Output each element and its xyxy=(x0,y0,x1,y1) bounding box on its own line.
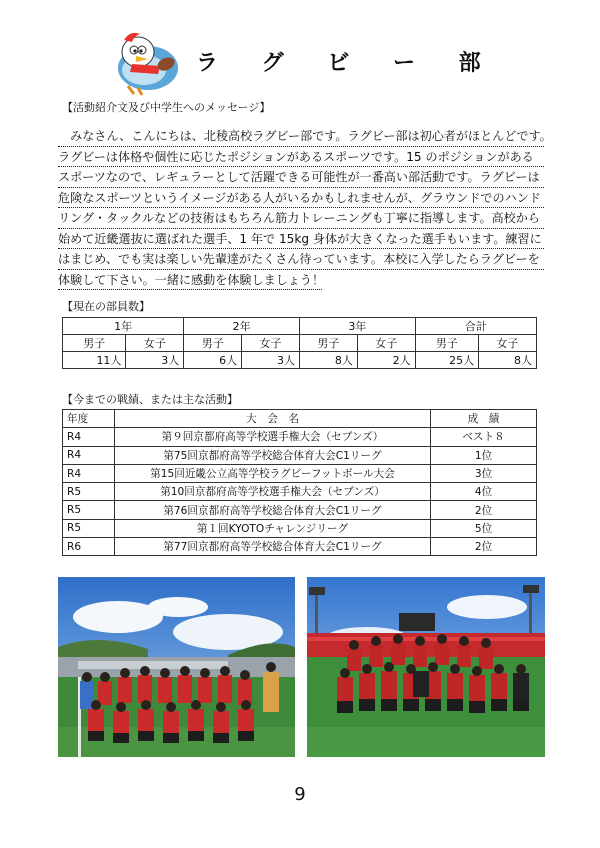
member-count: 3人 xyxy=(242,352,300,369)
table-row xyxy=(63,410,537,428)
year-cell: R5 xyxy=(63,519,115,537)
message-line: ラグビーは体格や個性に応じたポジションがあるスポーツです。15 のポジションがある xyxy=(58,147,544,168)
team-photo-stadium xyxy=(307,577,545,757)
result-cell: 4位 xyxy=(431,483,537,501)
gender-header: 男子 xyxy=(63,335,126,352)
gender-header: 女子 xyxy=(242,335,300,352)
event-cell: 第77回京都府高等学校総合体育大会C1リーグ xyxy=(115,538,431,556)
results-table xyxy=(62,409,537,556)
column-header: 大 会 名 xyxy=(115,410,431,428)
member-count: 8人 xyxy=(299,352,357,369)
table-row xyxy=(63,519,537,537)
page-number: 9 xyxy=(294,784,306,805)
event-cell: 第76回京都府高等学校総合体育大会C1リーグ xyxy=(115,501,431,519)
event-cell: 第９回京都府高等学校選手権大会（セブンズ） xyxy=(115,428,431,446)
gender-header: 女子 xyxy=(126,335,184,352)
year-cell: R5 xyxy=(63,501,115,519)
year-cell: R5 xyxy=(63,483,115,501)
column-header: 成 績 xyxy=(431,410,537,428)
gender-header: 男子 xyxy=(299,335,357,352)
column-header: 年度 xyxy=(63,410,115,428)
page-title: ラ グ ビ ー 部 xyxy=(196,51,499,76)
year-header: 2年 xyxy=(184,318,300,335)
message-line: リング・タックルなどの技術はもちろん筋力トレーニングも丁寧に指導します。高校から xyxy=(58,208,544,229)
result-cell: 2位 xyxy=(431,501,537,519)
table-row xyxy=(63,352,537,369)
member-count: 8人 xyxy=(479,352,537,369)
gender-header: 女子 xyxy=(479,335,537,352)
table-row xyxy=(63,464,537,482)
message-line: 危険なスポーツというイメージがある人がいるかもしれませんが、グラウンドでのハンド xyxy=(58,188,544,209)
member-count: 3人 xyxy=(126,352,184,369)
results-heading: 【今までの戦績、または主な活動】 xyxy=(62,393,238,406)
event-cell: 第75回京都府高等学校総合体育大会C1リーグ xyxy=(115,446,431,464)
year-cell: R4 xyxy=(63,446,115,464)
message-line: はまじめ、でも実は楽しい先輩達がたくさん待っています。本校に入学したらラグビーを xyxy=(58,249,544,270)
mascot-illustration xyxy=(108,28,182,98)
total-header: 合計 xyxy=(415,318,536,335)
table-row xyxy=(63,483,537,501)
message-heading: 【活動紹介文及び中学生へのメッセージ】 xyxy=(62,101,271,114)
result-cell: ベスト８ xyxy=(431,428,537,446)
event-cell: 第１回KYOTOチャレンジリーグ xyxy=(115,519,431,537)
year-cell: R4 xyxy=(63,428,115,446)
result-cell: 2位 xyxy=(431,538,537,556)
table-row xyxy=(63,335,537,352)
table-row xyxy=(63,428,537,446)
year-cell: R6 xyxy=(63,538,115,556)
message-line: 体験して下さい。一緒に感動を体験しましょう！ xyxy=(58,270,322,291)
result-cell: 1位 xyxy=(431,446,537,464)
message-line: スポーツなので、レギュラーとして活躍できる可能性が一番高い部活動です。ラグビーは xyxy=(58,167,544,188)
table-row xyxy=(63,501,537,519)
table-row xyxy=(63,446,537,464)
team-photo-field xyxy=(58,577,295,757)
gender-header: 女子 xyxy=(357,335,415,352)
year-cell: R4 xyxy=(63,464,115,482)
members-table xyxy=(62,317,537,369)
result-cell: 5位 xyxy=(431,519,537,537)
event-cell: 第15回近畿公立高等学校ラグビーフットボール大会 xyxy=(115,464,431,482)
member-count: 2人 xyxy=(357,352,415,369)
year-header: 1年 xyxy=(63,318,184,335)
table-row xyxy=(63,318,537,335)
message-body xyxy=(58,126,552,290)
event-cell: 第10回京都府高等学校選手権大会（セブンズ） xyxy=(115,483,431,501)
table-row xyxy=(63,538,537,556)
message-line: みなさん、こんにちは、北稜高校ラグビー部です。ラグビー部は初心者がほとんどです。 xyxy=(58,126,544,147)
members-heading: 【現在の部員数】 xyxy=(62,300,150,313)
year-header: 3年 xyxy=(299,318,415,335)
member-count: 25人 xyxy=(415,352,478,369)
gender-header: 男子 xyxy=(415,335,478,352)
result-cell: 3位 xyxy=(431,464,537,482)
member-count: 11人 xyxy=(63,352,126,369)
gender-header: 男子 xyxy=(184,335,242,352)
member-count: 6人 xyxy=(184,352,242,369)
message-line: 始めて近畿選抜に選ばれた選手、1 年で 15kg 身体が大きくなった選手もいます。練習に xyxy=(58,229,544,250)
